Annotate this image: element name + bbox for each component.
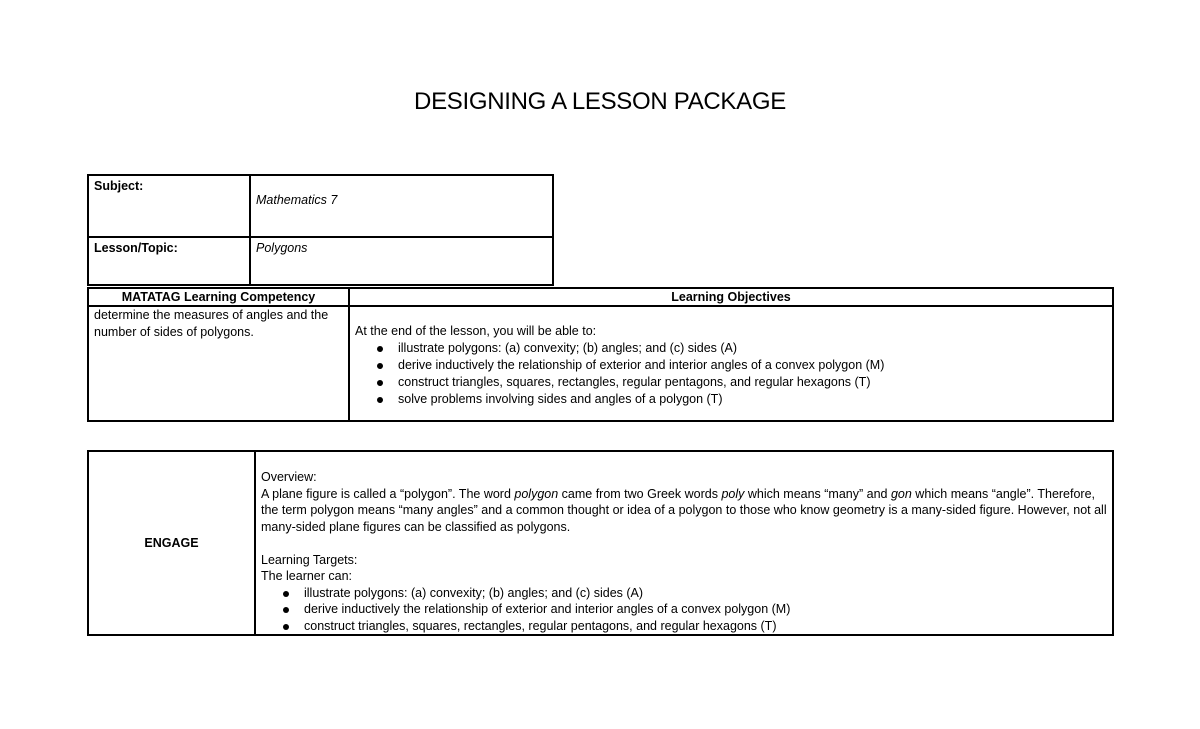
objective-text: solve problems involving sides and angles of a polygon (T) — [398, 392, 723, 406]
list-item — [398, 391, 1107, 408]
list-item — [398, 357, 1107, 374]
engage-table — [87, 450, 1114, 636]
page-title: DESIGNING A LESSON PACKAGE — [414, 88, 786, 115]
objectives-header: Learning Objectives — [349, 288, 1113, 306]
table-header-row — [88, 288, 1113, 306]
overview-term-poly: poly — [721, 486, 745, 501]
overview-label: Overview: — [261, 470, 317, 484]
table-row — [88, 306, 1113, 421]
target-text: illustrate polygons: (a) convexity; (b) angles; and (c) sides (A) — [304, 585, 644, 600]
targets-label: Learning Targets: — [261, 552, 358, 567]
target-text: derive inductively the relationship of exterior and interior angles of a convex polygon (M) — [304, 602, 791, 616]
objective-text: construct triangles, squares, rectangles, regular pentagons, and regular hexagons (T) — [398, 375, 871, 389]
objective-text: derive inductively the relationship of exterior and interior angles of a convex polygon (M) — [398, 358, 885, 372]
list-item — [304, 601, 1107, 618]
overview-text: which means “angle”. Therefore, the term polygon means “many angles” and a common thought or idea of a polygon to those who know geometry is a many-sided figure. However, not all many-sided plane figures can be classified as polygons. — [261, 486, 1107, 534]
spacer — [261, 535, 1107, 552]
bullet-icon — [283, 607, 289, 613]
learner-label: The learner can: — [261, 569, 353, 583]
objectives-list — [355, 340, 1107, 408]
competency-header: MATATAG Learning Competency — [88, 288, 349, 306]
bullet-icon — [283, 624, 289, 630]
overview-term-polygon: polygon — [514, 486, 559, 501]
target-text: construct triangles, squares, rectangles, regular pentagons, and regular hexagons (T) — [304, 618, 777, 633]
bullet-icon — [377, 363, 383, 369]
table-row — [88, 175, 553, 237]
competency-text-line: number of sides of polygons. — [94, 325, 254, 339]
targets-list — [261, 585, 1107, 635]
list-item — [398, 340, 1107, 357]
bullet-icon — [377, 346, 383, 352]
overview-text: A plane figure is called a “polygon”. The word — [261, 486, 515, 501]
list-item — [304, 585, 1107, 602]
table-row — [88, 451, 1113, 635]
engage-content — [255, 451, 1113, 635]
bullet-icon — [377, 397, 383, 403]
bullet-icon — [377, 380, 383, 386]
list-item — [398, 374, 1107, 391]
phase-label: ENGAGE — [88, 451, 255, 635]
overview-term-gon: gon — [890, 486, 912, 501]
overview-paragraph — [261, 486, 1107, 536]
objectives-intro: At the end of the lesson, you will be able to: — [355, 324, 597, 338]
competency-table — [87, 287, 1114, 422]
topic-value: Polygons — [250, 237, 553, 285]
table-row — [88, 237, 553, 285]
objective-text: illustrate polygons: (a) convexity; (b) angles; and (c) sides (A) — [398, 341, 738, 355]
list-item — [304, 618, 1107, 635]
overview-text: came from two Greek words — [558, 486, 722, 501]
objectives-cell — [349, 306, 1113, 421]
competency-cell — [88, 306, 349, 421]
bullet-icon — [283, 591, 289, 597]
competency-text-line: determine the measures of angles and the — [94, 308, 329, 322]
lesson-info-table — [87, 174, 554, 286]
overview-text: which means “many” and — [744, 486, 891, 501]
subject-value: Mathematics 7 — [250, 175, 553, 237]
topic-label: Lesson/Topic: — [88, 237, 250, 285]
subject-label: Subject: — [88, 175, 250, 237]
